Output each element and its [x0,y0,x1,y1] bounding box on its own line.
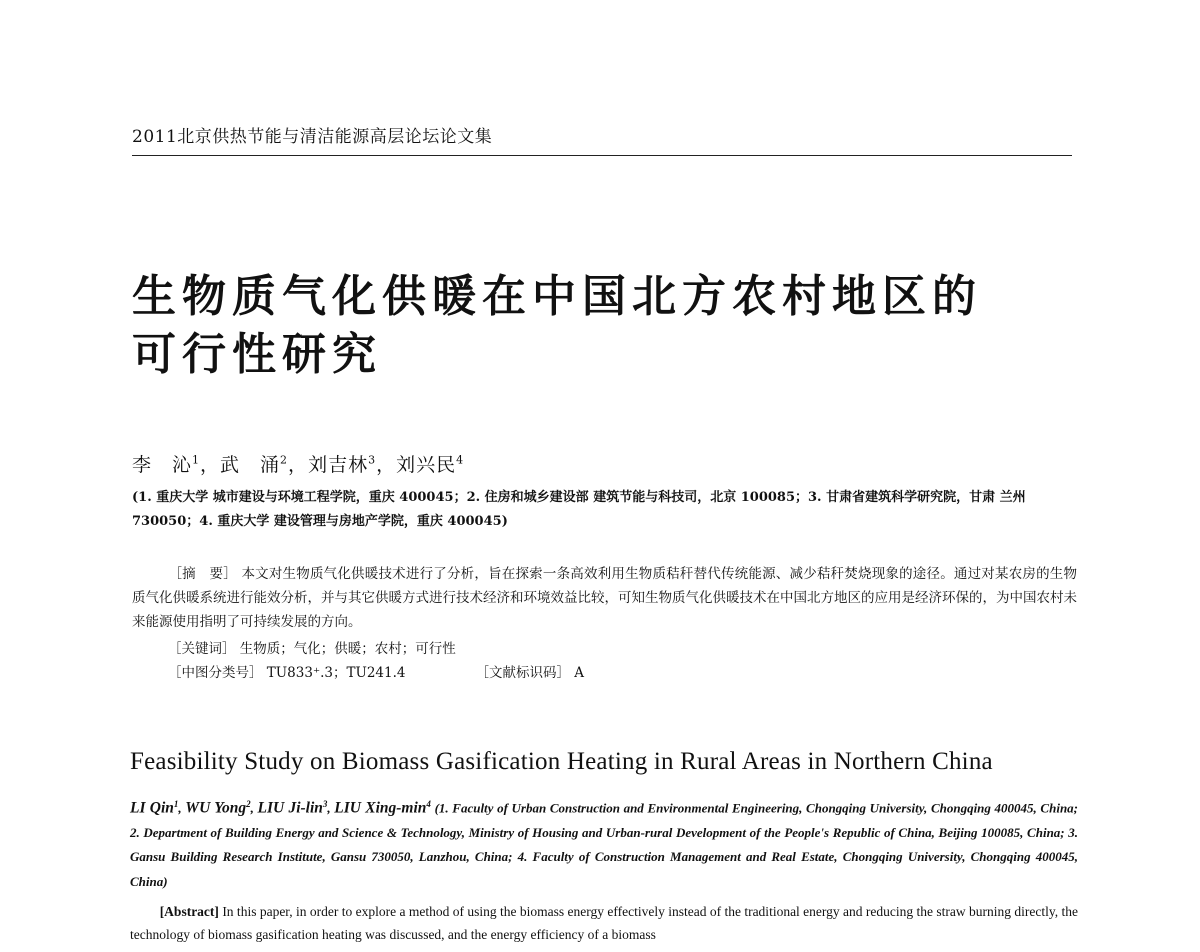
author-superscript: 4 [456,453,465,467]
abstract-text: 本文对生物质气化供暖技术进行了分析，旨在探索一条高效利用生物质秸秆替代传统能源、减少秸秆焚烧现象的途径。通过对某农房的生物质气化供暖系统进行能效分析，并与其它供暖方式进行技术经济和环境效益比较，可知生物质气化供暖技术在中国北方地区的应用是经济环保的，为中国农村未来能源使用指明了可持续发展的方向。 [132,566,1078,630]
abstract-label: ［摘 要］ [168,566,237,582]
author-name: 李 沁 [132,454,193,476]
abstract-en-label: [Abstract] [159,904,219,919]
classification-line [168,661,584,685]
author-name: 刘吉林 [308,454,369,476]
affiliations-english: (1. Faculty of Urban Construction and Environmental Engineering, Chongqing University, Chongqing 400045, China; 2. Department of Building Energy and Science & Technology, Ministry of Housing and Urban-rural Development of the People's Republic of China, Beijing 100085, China; 3. Gansu Building Research Institute, Gansu 730050, Lanzhou, China; 4. Faculty of Construction Management and Real Estate, Chongqing University, Chongqing 400045, China) [130,800,1079,889]
abstract-chinese [132,562,1077,634]
author-superscript: 3 [322,799,328,809]
author-superscript: 3 [368,453,377,467]
author-name: 武 涌 [220,454,281,476]
author-name-en: LIU Xing-min [334,799,427,817]
author-name-en: WU Yong [185,799,247,817]
keywords-label: ［关键词］ [168,641,236,657]
running-header [132,122,1072,156]
clc-label: ［中图分类号］ [168,665,263,681]
author-name-en: LI Qin [130,799,174,817]
paper-title-chinese [132,268,1092,384]
author-superscript: 2 [246,799,251,809]
abstract-english [130,900,1078,946]
keywords-chinese [168,637,456,661]
keywords-text: 生物质；气化；供暖；农村；可行性 [239,641,456,657]
authors-affiliations-english: LI Qin$^1$, WU Yong$^2$, LIU Ji-lin$^3$, LIU Xing-$\min^4$ (1. Faculty of Urban Construction and Environmental Engineering, Chongqing University, Chongqing 400045, China; 2. Department of Building Energy and Science & Technology, Ministry of Housing and Urban-rural Development of the People's Republic of China, Beijing 100085, China; 3. Gansu Building Research Institute, Gansu 730050, Lanzhou, China; 4. Faculty of Construction Management and Real Estate, Chongqing University, Chongqing 400045, China) [130,799,1079,889]
author-list-chinese: 李 沁$^1$，武 涌$^2$，刘吉林$^3$，刘兴民$^4$ [132,453,465,476]
proceedings-title: 2011北京供热节能与清洁能源高层论坛论文集 [132,127,493,147]
author-superscript: 1 [192,453,201,467]
author-name: 刘兴民 [396,454,457,476]
affiliations-chinese: (1. 重庆大学 城市建设与环境工程学院，重庆 400045；2. 住房和城乡建设部 建筑节能与科技司，北京 100085；3. 甘肃省建筑科学研究院，甘肃 兰州 730050；4. 重庆大学 建设管理与房地产学院，重庆 400045) [132,490,1026,529]
author-superscript: 1 [173,799,179,809]
document-code-value: A [574,665,585,681]
author-superscript: 4 [426,799,431,809]
paper-title-english: Feasibility Study on Biomass Gasification Heating in Rural Areas in Northern China [130,748,993,775]
title-line-1: 生物质气化供暖在中国北方农村地区的 [132,271,982,322]
abstract-en-text: In this paper, in order to explore a method of using the biomass energy effectively instead of the traditional energy and reducing the straw burning directly, the technology of biomass gasification heating was discussed, and the energy efficiency of a biomass [130,904,1079,942]
clc-value: TU833⁺.3；TU241.4 [266,665,406,681]
author-superscript: 2 [280,453,289,467]
author-name-en: LIU Ji-lin [257,799,323,817]
title-line-2: 可行性研究 [132,329,382,380]
document-code-label: ［文献标识码］ [475,665,570,681]
